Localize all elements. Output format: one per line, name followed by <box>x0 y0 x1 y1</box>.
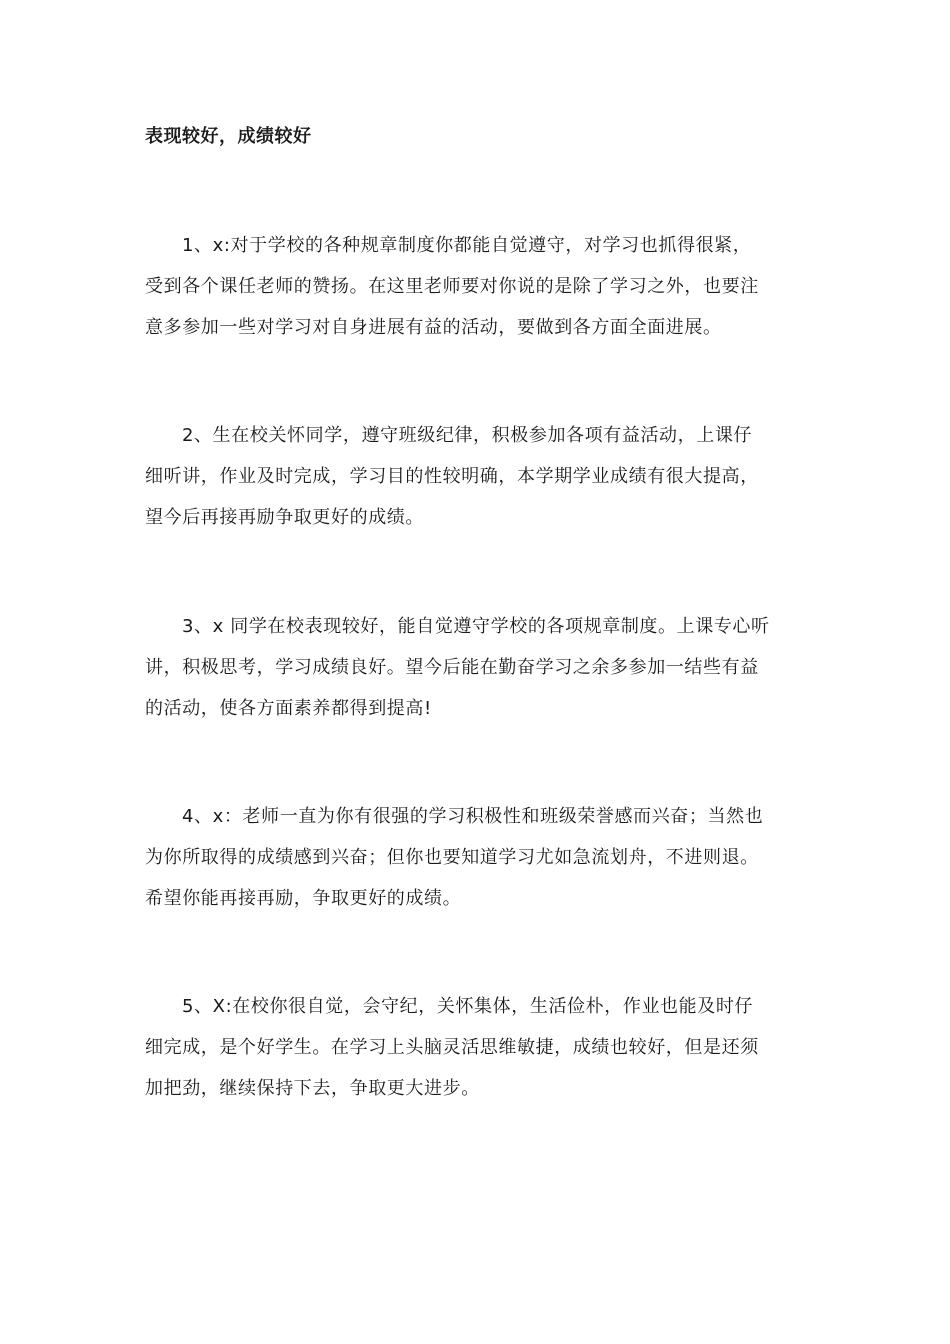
document-heading: 表现较好，成绩较好 <box>145 126 312 147</box>
comment-paragraph-3 <box>145 606 815 729</box>
comment-paragraph-1 <box>145 225 815 348</box>
paragraph-line: 望今后再接再励争取更好的成绩。 <box>145 507 424 528</box>
comment-paragraph-5 <box>145 986 815 1109</box>
paragraph-line: 为你所取得的成绩感到兴奋；但你也要知道学习尤如急流划舟，不进则退。 <box>145 847 759 868</box>
paragraph-line: 1、x:对于学校的各种规章制度你都能自觉遵守，对学习也抓得很紧， <box>182 235 752 256</box>
paragraph-line: 讲，积极思考，学习成绩良好。望今后能在勤奋学习之余多参加一结些有益 <box>145 657 759 678</box>
paragraph-line: 细完成，是个好学生。在学习上头脑灵活思维敏捷，成绩也较好，但是还须 <box>145 1037 759 1058</box>
paragraph-line: 3、x 同学在校表现较好，能自觉遵守学校的各项规章制度。上课专心听 <box>182 616 770 637</box>
paragraph-line: 受到各个课任老师的赞扬。在这里老师要对你说的是除了学习之外，也要注 <box>145 276 759 297</box>
comment-paragraph-4 <box>145 796 815 919</box>
paragraph-line: 2、生在校关怀同学，遵守班级纪律，积极参加各项有益活动，上课仔 <box>182 425 753 446</box>
paragraph-line: 4、x：老师一直为你有很强的学习积极性和班级荣誉感而兴奋；当然也 <box>182 806 764 827</box>
comment-paragraph-2 <box>145 415 815 538</box>
paragraph-line: 5、X:在校你很自觉，会守纪，关怀集体，生活俭朴，作业也能及时仔 <box>182 996 754 1017</box>
paragraph-line: 的活动，使各方面素养都得到提高! <box>145 698 432 719</box>
paragraph-line: 加把劲，继续保持下去，争取更大进步。 <box>145 1078 480 1099</box>
paragraph-line: 细听讲，作业及时完成，学习目的性较明确，本学期学业成绩有很大提高， <box>145 466 759 487</box>
paragraph-line: 意多参加一些对学习对自身进展有益的活动，要做到各方面全面进展。 <box>145 317 722 338</box>
paragraph-line: 希望你能再接再励，争取更好的成绩。 <box>145 888 462 909</box>
